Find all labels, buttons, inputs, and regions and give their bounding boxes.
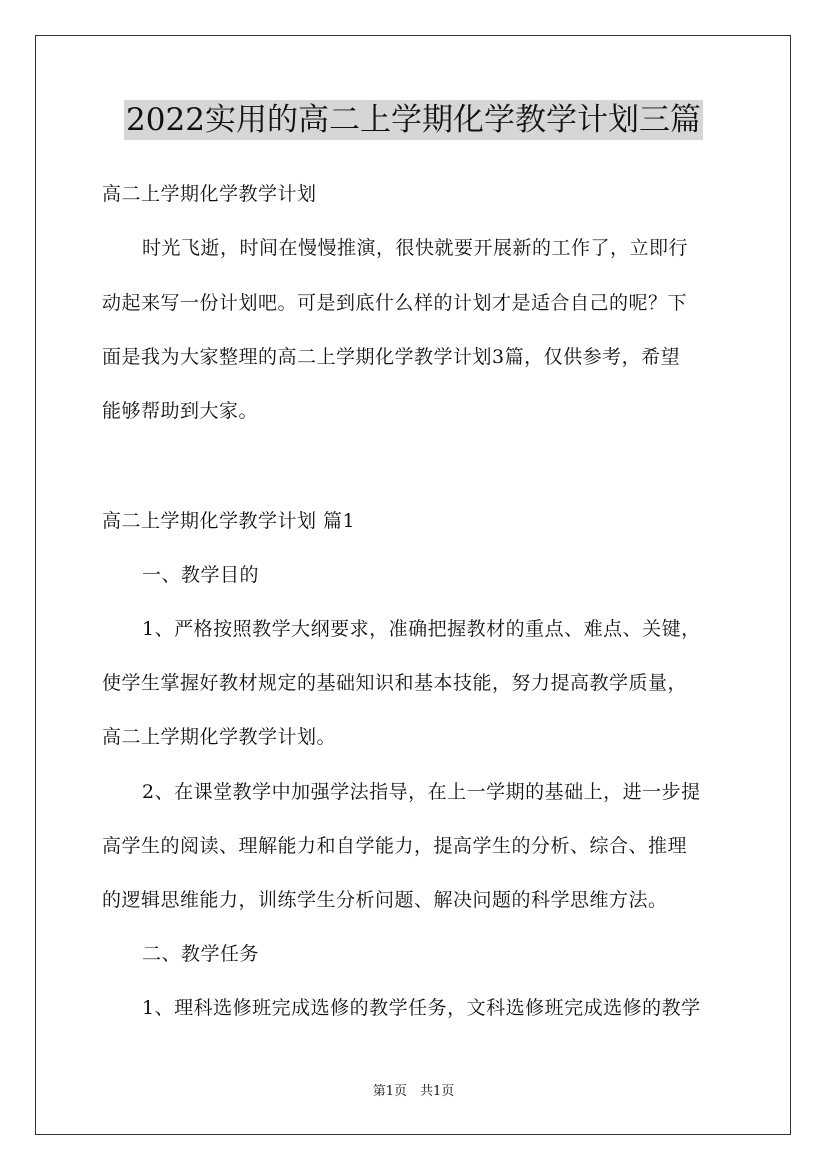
subheading: 二、教学任务 [142, 943, 260, 965]
paragraph-line: 动起来写一份计划吧。可是到底什么样的计划才是适合自己的呢？下 [102, 292, 688, 314]
paragraph-line: 面是我为大家整理的高二上学期化学教学计划3篇，仅供参考，希望 [102, 346, 681, 368]
paragraph-line: 高二上学期化学教学计划。 [102, 726, 337, 748]
paragraph-line: 时光飞逝，时间在慢慢推演，很快就要开展新的工作了，立即行 [142, 237, 689, 259]
document-title: 2022实用的高二上学期化学教学计划三篇 [126, 102, 701, 138]
paragraph-line: 能够帮助到大家。 [102, 400, 259, 422]
paragraph-line: 1、严格按照教学大纲要求，准确把握教材的重点、难点、关键， [142, 618, 701, 640]
paragraph-line: 的逻辑思维能力，训练学生分析问题、解决问题的科学思维方法。 [102, 889, 668, 911]
section-heading: 高二上学期化学教学计划 篇1 [102, 510, 356, 532]
paragraph-line: 使学生掌握好教材规定的基础知识和基本技能，努力提高教学质量， [102, 672, 688, 694]
subheading: 一、教学目的 [142, 564, 260, 586]
section-heading: 高二上学期化学教学计划 [102, 183, 317, 205]
page-footer: 第1页 共1页 [372, 1084, 455, 1099]
paragraph-line: 高学生的阅读、理解能力和自学能力，提高学生的分析、综合、推理 [102, 835, 688, 857]
paragraph-line: 1、理科选修班完成选修的教学任务，文科选修班完成选修的教学 [142, 997, 701, 1019]
paragraph-line: 2、在课堂教学中加强学法指导，在上一学期的基础上，进一步提 [142, 781, 701, 803]
title-wrap [0, 100, 827, 140]
